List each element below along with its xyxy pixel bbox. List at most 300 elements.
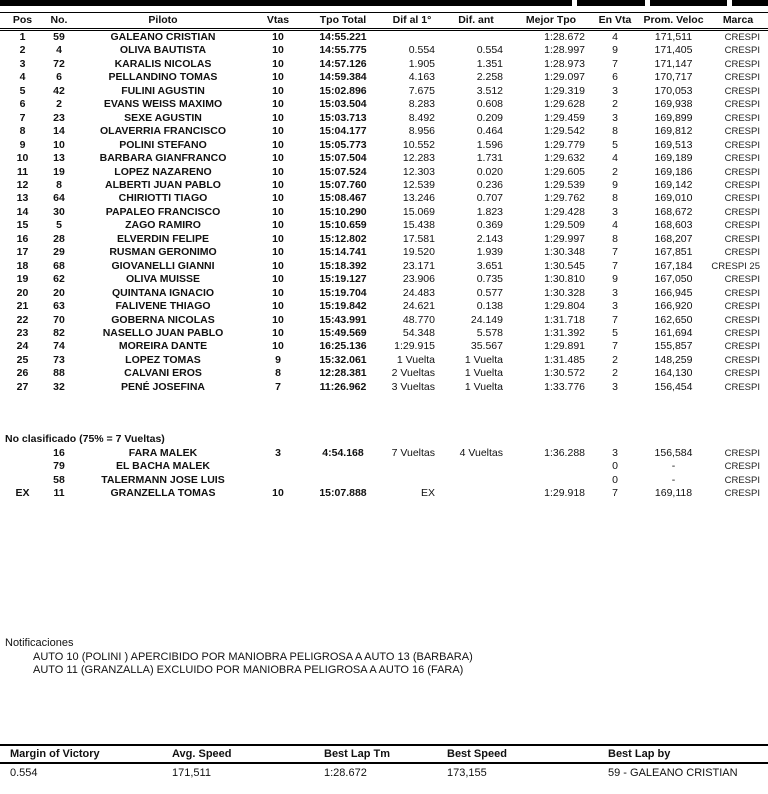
cell-total-time: 15:03.504 [319, 98, 367, 111]
cell-gap-ahead: 0.020 [476, 165, 503, 178]
cell-avg-speed: 169,513 [654, 138, 693, 151]
cell-best-lap-number: 7 [612, 487, 618, 500]
cell-best-lap-number: 7 [612, 340, 618, 353]
cell-best-lap [511, 474, 591, 487]
cell-best-lap: 1:30.545 [544, 259, 585, 272]
cell-brand: CRESPI [724, 287, 760, 299]
cell-driver-name: GIOVANELLI GIANNI [111, 259, 215, 272]
cell-laps: 10 [272, 165, 284, 178]
cell-gap-ahead: 0.707 [476, 192, 503, 205]
cell-car-number: 59 [53, 31, 65, 43]
summary-table [0, 744, 768, 781]
cell-brand: CRESPI [724, 99, 760, 111]
cell-total-time: 15:07.504 [319, 152, 367, 165]
cell-gap-ahead: 24.149 [470, 313, 503, 326]
cell-car-number: 20 [53, 286, 65, 299]
cell-total-time: 4:54.168 [322, 447, 364, 459]
cell-brand: CRESPI [724, 153, 760, 165]
cell-car-number: 58 [53, 473, 65, 486]
cell-driver-name: QUINTANA IGNACIO [111, 286, 215, 299]
cell-driver-name: NASELLO JUAN PABLO [102, 326, 224, 339]
cell-car-number: 62 [53, 273, 65, 286]
cell-brand: CRESPI [724, 354, 760, 366]
cell-best-lap-number: 3 [612, 300, 618, 313]
cell-car-number: 5 [56, 219, 62, 232]
cell-gap-to-leader: 13.246 [402, 192, 435, 205]
cell-brand: CRESPI [724, 233, 760, 245]
cell-gap-to-leader: 10.552 [402, 138, 435, 151]
cell-best-lap-number: 7 [612, 313, 618, 326]
table-row [0, 487, 768, 500]
cell-pos: 4 [19, 71, 26, 84]
cell-driver-name: OLAVERRIA FRANCISCO [100, 125, 226, 138]
cell-driver-name: LOPEZ TOMAS [125, 353, 201, 366]
cell-laps: 10 [272, 273, 284, 286]
cell-gap-ahead: 1.596 [476, 138, 503, 151]
table-row [0, 71, 768, 84]
cell-pos: 24 [16, 340, 29, 353]
cell-total-time: 15:07.760 [319, 178, 367, 191]
cell-best-lap: 1:30.348 [544, 246, 585, 259]
cell-laps: 10 [272, 178, 284, 191]
summary-value: 0.554 [10, 767, 38, 779]
cell-car-number: 70 [53, 313, 65, 326]
cell-gap-ahead: 0.369 [476, 219, 503, 232]
cell-best-lap: 1:33.776 [544, 380, 585, 393]
table-row [0, 287, 768, 300]
column-header-driver-name: Piloto [73, 13, 253, 30]
cell-best-lap-number: 5 [612, 326, 618, 339]
cell-car-number: 64 [53, 192, 65, 205]
cell-gap-to-leader: 15.438 [402, 219, 435, 232]
summary-header: Best Speed [437, 745, 598, 763]
cell-brand: CRESPI [724, 32, 760, 43]
table-row [0, 166, 768, 179]
column-header-laps: Vtas [253, 13, 303, 30]
cell-total-time: 15:19.127 [319, 273, 367, 286]
table-row [0, 260, 768, 273]
cell-best-lap-number: 9 [612, 178, 618, 191]
cell-driver-name: BARBARA GIANFRANCO [99, 152, 227, 165]
cell-car-number: 8 [56, 178, 62, 191]
column-header-best-lap-number: En Vta [591, 13, 639, 30]
cell-laps: 3 [275, 447, 281, 459]
cell-avg-speed: 168,603 [654, 219, 693, 232]
cell-gap-ahead: 0.236 [476, 178, 503, 191]
cell-driver-name: POLINI STEFANO [119, 138, 207, 151]
cell-driver-name: FULINI AGUSTIN [121, 84, 205, 97]
cell-best-lap-number: 2 [612, 353, 618, 366]
cell-gap-to-leader: 2 Vueltas [391, 367, 435, 380]
cell-gap-to-leader: 24.621 [402, 300, 435, 313]
cell-best-lap: 1:29.918 [544, 487, 585, 500]
cell-brand: CRESPI [724, 461, 760, 473]
cell-best-lap: 1:31.718 [544, 313, 585, 326]
cell-gap-ahead [441, 30, 511, 45]
table-row [0, 219, 768, 232]
cell-best-lap-number: 3 [612, 286, 618, 299]
cell-brand: CRESPI [724, 448, 760, 459]
cell-pos: 17 [16, 246, 29, 259]
cell-avg-speed: 167,050 [654, 273, 693, 286]
cell-driver-name: RUSMAN GERONIMO [109, 246, 217, 259]
cell-best-lap-number: 2 [612, 98, 618, 111]
cell-total-time: 15:02.896 [319, 84, 367, 97]
cell-brand: CRESPI [724, 179, 760, 191]
cell-best-lap-number: 7 [612, 57, 618, 70]
cell-best-lap-number: 3 [612, 380, 618, 393]
cell-best-lap: 1:29.779 [544, 138, 585, 151]
cell-gap-to-leader: 17.581 [402, 232, 435, 245]
cell-brand: CRESPI [724, 206, 760, 218]
cell-pos: 11 [16, 165, 29, 178]
cell-gap-to-leader: 8.956 [408, 125, 435, 138]
cell-brand: CRESPI [724, 341, 760, 353]
cell-pos: EX [15, 487, 30, 500]
cell-gap-ahead: 1 Vuelta [464, 353, 503, 366]
cell-brand: CRESPI [724, 193, 760, 205]
cell-gap-ahead: 2.143 [476, 232, 503, 245]
cell-laps: 10 [272, 31, 284, 43]
cell-gap-to-leader: 15.069 [402, 205, 435, 218]
cell-driver-name: CALVANI EROS [124, 367, 202, 380]
cell-total-time: 15:04.177 [319, 125, 367, 138]
cell-gap-ahead [441, 474, 511, 487]
cell-car-number: 14 [53, 125, 65, 138]
cell-gap-ahead: 3.651 [476, 259, 503, 272]
cell-best-lap: 1:28.672 [544, 31, 585, 43]
summary-header: Best Lap by [598, 745, 768, 763]
cell-car-number: 74 [53, 340, 65, 353]
cell-gap-ahead: 0.464 [476, 125, 503, 138]
cell-car-number: 16 [53, 447, 65, 459]
cell-laps: 10 [272, 111, 284, 124]
cell-best-lap-number: 8 [612, 192, 618, 205]
table-row [0, 179, 768, 192]
cell-best-lap-number: 2 [612, 367, 618, 380]
cell-laps: 7 [275, 380, 281, 393]
cell-driver-name: GOBERNA NICOLAS [111, 313, 215, 326]
cell-best-lap: 1:29.459 [544, 111, 585, 124]
unclassified-section-label: No clasificado (75% = 7 Vueltas) [5, 433, 165, 445]
cell-avg-speed: 155,857 [654, 340, 693, 353]
cell-pos: 25 [16, 353, 29, 366]
cropped-header-strip [0, 0, 768, 6]
cell-avg-speed: 148,259 [654, 353, 693, 366]
table-row [0, 58, 768, 71]
cell-pos: 13 [16, 192, 29, 205]
table-row [0, 367, 768, 380]
notification-item: AUTO 11 (GRANZALLA) EXCLUIDO POR MANIOBRA PELIGROSA A AUTO 16 (FARA) [33, 664, 464, 676]
table-row [0, 30, 768, 45]
cell-gap-to-leader: 48.770 [402, 313, 435, 326]
notifications-title: Notificaciones [5, 637, 74, 649]
cell-avg-speed: 168,207 [654, 232, 693, 245]
cell-total-time: 15:32.061 [319, 353, 367, 366]
column-header-pos: Pos [0, 13, 45, 30]
cell-driver-name: FARA MALEK [128, 447, 198, 459]
cell-laps: 10 [272, 125, 284, 138]
cell-car-number: 13 [53, 152, 65, 165]
cell-best-lap: 1:29.628 [544, 98, 585, 111]
cell-total-time: 12:28.381 [319, 367, 367, 380]
cell-laps: 8 [275, 367, 281, 380]
cell-total-time: 15:14.741 [319, 246, 367, 259]
cell-gap-ahead: 3.512 [476, 84, 503, 97]
cell-driver-name: TALERMANN JOSE LUIS [101, 473, 225, 486]
cell-brand: CRESPI [724, 166, 760, 178]
cell-laps: 10 [272, 340, 284, 353]
cell-total-time: 15:12.802 [319, 232, 367, 245]
cell-gap-to-leader: 24.483 [402, 286, 435, 299]
cell-best-lap: 1:29.804 [544, 300, 585, 313]
cell-avg-speed: 169,118 [654, 487, 693, 500]
header-strip-gap [645, 0, 650, 6]
cell-gap-ahead [441, 460, 511, 473]
cell-best-lap-number: 0 [612, 460, 618, 473]
cell-laps: 10 [272, 300, 284, 313]
notification-item: AUTO 10 (POLINI ) APERCIBIDO POR MANIOBRA PELIGROSA A AUTO 13 (BARBARA) [33, 650, 473, 663]
cell-car-number: 29 [53, 246, 65, 259]
cell-car-number: 32 [53, 380, 65, 393]
cell-brand: CRESPI [724, 85, 760, 97]
cell-avg-speed: - [671, 473, 676, 486]
cell-best-lap-number: 4 [612, 31, 618, 43]
cell-pos: 20 [16, 286, 29, 299]
cell-car-number: 11 [53, 487, 65, 500]
cell-avg-speed: 169,812 [654, 125, 693, 138]
cell-gap-to-leader [383, 460, 441, 473]
cell-gap-ahead: 1.731 [476, 152, 503, 165]
cell-driver-name: CHIRIOTTI TIAGO [118, 192, 208, 205]
cell-best-lap: 1:30.328 [544, 286, 585, 299]
cell-best-lap-number: 0 [612, 473, 618, 486]
cell-driver-name: EVANS WEISS MAXIMO [103, 98, 223, 111]
cell-pos: 14 [16, 205, 29, 218]
cell-total-time: 15:08.467 [319, 192, 367, 205]
cell-avg-speed: 156,454 [654, 380, 693, 393]
cell-gap-ahead [441, 487, 511, 500]
cell-gap-to-leader: 12.539 [402, 178, 435, 191]
cell-driver-name: PELLANDINO TOMAS [108, 71, 218, 84]
cell-gap-to-leader: 1 Vuelta [396, 353, 435, 366]
cell-best-lap-number: 4 [612, 219, 618, 232]
cell-avg-speed: 169,938 [654, 98, 693, 111]
cell-best-lap: 1:30.810 [544, 273, 585, 286]
header-strip-gap [572, 0, 577, 6]
cell-pos [0, 474, 45, 487]
cell-total-time [303, 460, 383, 473]
cell-total-time: 14:59.384 [319, 71, 367, 84]
cell-total-time: 15:07.524 [319, 165, 367, 178]
cell-brand: CRESPI [724, 58, 760, 70]
cell-gap-ahead: 1 Vuelta [464, 367, 503, 380]
cell-gap-ahead: 35.567 [470, 340, 503, 353]
cell-driver-name: OLIVA MUISSE [125, 273, 201, 286]
results-table [0, 12, 768, 394]
cell-avg-speed: 168,672 [654, 205, 693, 218]
cell-total-time: 15:19.842 [319, 300, 367, 313]
table-row [0, 206, 768, 219]
cell-total-time: 15:10.290 [319, 205, 367, 218]
cell-pos: 9 [19, 138, 26, 151]
cell-best-lap: 1:30.572 [544, 367, 585, 380]
cell-pos: 18 [16, 259, 29, 272]
cell-best-lap-number: 8 [612, 232, 618, 245]
cell-gap-ahead: 1.939 [476, 246, 503, 259]
cell-brand: CRESPI [724, 274, 760, 286]
cell-best-lap: 1:28.997 [544, 44, 585, 57]
cell-driver-name: EL BACHA MALEK [116, 460, 210, 473]
summary-value: 1:28.672 [324, 767, 367, 779]
cell-total-time: 15:03.713 [319, 111, 367, 124]
cell-best-lap: 1:31.392 [544, 326, 585, 339]
summary-value: 171,511 [172, 767, 211, 779]
cell-pos: 12 [16, 178, 29, 191]
cell-total-time: 15:49.569 [319, 326, 367, 339]
column-header-brand: Marca [708, 13, 768, 30]
cell-best-lap: 1:29.097 [544, 71, 585, 84]
cell-total-time: 14:55.775 [319, 44, 367, 57]
cell-gap-ahead: 2.258 [476, 71, 503, 84]
cell-best-lap-number: 8 [612, 125, 618, 138]
table-row [0, 354, 768, 367]
cell-gap-to-leader: 1:29.915 [394, 340, 435, 353]
cell-gap-to-leader: 23.171 [402, 259, 435, 272]
cell-total-time: 15:43.991 [319, 313, 367, 326]
table-row [0, 381, 768, 394]
cell-gap-ahead: 0.577 [476, 286, 503, 299]
cell-laps [253, 474, 303, 487]
cell-avg-speed: 164,130 [654, 367, 693, 380]
cell-avg-speed: 162,650 [654, 313, 693, 326]
cell-total-time: 15:18.392 [319, 259, 367, 272]
cell-best-lap-number: 3 [612, 447, 618, 459]
cell-avg-speed: 170,717 [654, 71, 693, 84]
cell-gap-ahead: 0.735 [476, 273, 503, 286]
cell-brand: CRESPI [724, 488, 760, 500]
cell-driver-name: PENÉ JOSEFINA [120, 380, 206, 393]
summary-header-row [0, 745, 768, 763]
cell-brand: CRESPI [724, 72, 760, 84]
cell-best-lap-number: 3 [612, 205, 618, 218]
cell-laps: 10 [272, 232, 284, 245]
cell-gap-ahead: 0.209 [476, 111, 503, 124]
table-row [0, 474, 768, 487]
cell-gap-to-leader: 8.283 [408, 98, 435, 111]
cell-avg-speed: 171,147 [654, 57, 693, 70]
table-row [0, 460, 768, 473]
cell-avg-speed: - [671, 460, 676, 473]
column-header-total-time: Tpo Total [303, 13, 383, 30]
cell-driver-name: GALEANO CRISTIAN [110, 31, 216, 43]
cell-pos [0, 447, 45, 460]
cell-total-time: 15:05.773 [319, 138, 367, 151]
cell-driver-name: SEXE AGUSTIN [124, 111, 202, 124]
cell-brand: CRESPI [724, 314, 760, 326]
cell-car-number: 23 [53, 111, 65, 124]
cell-avg-speed: 170,053 [654, 84, 693, 97]
cell-best-lap-number: 2 [612, 165, 618, 178]
cell-laps: 10 [272, 192, 284, 205]
cell-pos: 23 [16, 326, 29, 339]
cell-best-lap: 1:29.539 [544, 178, 585, 191]
table-row [0, 246, 768, 259]
cell-laps [253, 460, 303, 473]
cell-avg-speed: 169,899 [654, 111, 693, 124]
cell-gap-ahead: 0.608 [476, 98, 503, 111]
summary-values-row [0, 763, 768, 781]
cell-gap-to-leader: 4.163 [408, 71, 435, 84]
cell-best-lap: 1:29.428 [544, 205, 585, 218]
cell-brand: CRESPI [724, 247, 760, 259]
cell-gap-to-leader: 54.348 [402, 326, 435, 339]
cell-gap-to-leader [383, 30, 441, 45]
cell-best-lap-number: 3 [612, 84, 618, 97]
cell-brand: CRESPI [724, 112, 760, 124]
cell-car-number: 68 [53, 259, 65, 272]
table-row [0, 314, 768, 327]
cell-gap-to-leader: 7.675 [408, 84, 435, 97]
cell-avg-speed: 156,584 [654, 447, 693, 459]
cell-driver-name: GRANZELLA TOMAS [110, 487, 216, 500]
table-row [0, 125, 768, 138]
unclassified-table [0, 447, 768, 501]
cell-gap-to-leader: 7 Vueltas [391, 447, 435, 459]
cell-total-time: 11:26.962 [319, 380, 367, 393]
cell-avg-speed: 167,851 [654, 246, 693, 259]
cell-gap-ahead: 4 Vueltas [459, 447, 503, 459]
cell-laps: 10 [272, 205, 284, 218]
cell-total-time: 14:55.221 [319, 31, 367, 43]
cell-driver-name: LOPEZ NAZARENO [114, 165, 212, 178]
cell-best-lap: 1:31.485 [544, 353, 585, 366]
cell-car-number: 63 [53, 300, 65, 313]
table-row [0, 98, 768, 111]
cell-best-lap-number: 7 [612, 246, 618, 259]
cell-laps: 10 [272, 138, 284, 151]
cell-laps: 10 [272, 44, 284, 57]
summary-header: Best Lap Tm [314, 745, 437, 763]
cell-laps: 10 [272, 313, 284, 326]
cell-laps: 10 [272, 71, 284, 84]
cell-best-lap-number: 7 [612, 259, 618, 272]
cell-avg-speed: 169,189 [654, 152, 693, 165]
cell-car-number: 19 [53, 165, 65, 178]
cell-best-lap [511, 460, 591, 473]
cell-best-lap-number: 4 [612, 152, 618, 165]
cell-gap-to-leader: 12.283 [402, 152, 435, 165]
cell-gap-ahead: 0.554 [476, 44, 503, 57]
table-row [0, 44, 768, 57]
cell-gap-to-leader: EX [420, 487, 435, 500]
table-row [0, 447, 768, 460]
cell-brand: CRESPI [724, 474, 760, 486]
cell-pos: 27 [16, 380, 29, 393]
cell-gap-to-leader [383, 474, 441, 487]
cell-gap-ahead: 5.578 [476, 326, 503, 339]
cell-gap-to-leader: 12.303 [402, 165, 435, 178]
cell-best-lap-number: 6 [612, 71, 618, 84]
summary-value: 59 - GALEANO CRISTIAN [608, 767, 738, 779]
cell-best-lap: 1:29.509 [544, 219, 585, 232]
table-row [0, 85, 768, 98]
cell-gap-to-leader: 0.554 [408, 44, 435, 57]
cell-car-number: 42 [53, 84, 65, 97]
summary-header: Margin of Victory [0, 745, 162, 763]
cell-laps: 10 [272, 57, 284, 70]
cell-pos: 15 [16, 219, 29, 232]
